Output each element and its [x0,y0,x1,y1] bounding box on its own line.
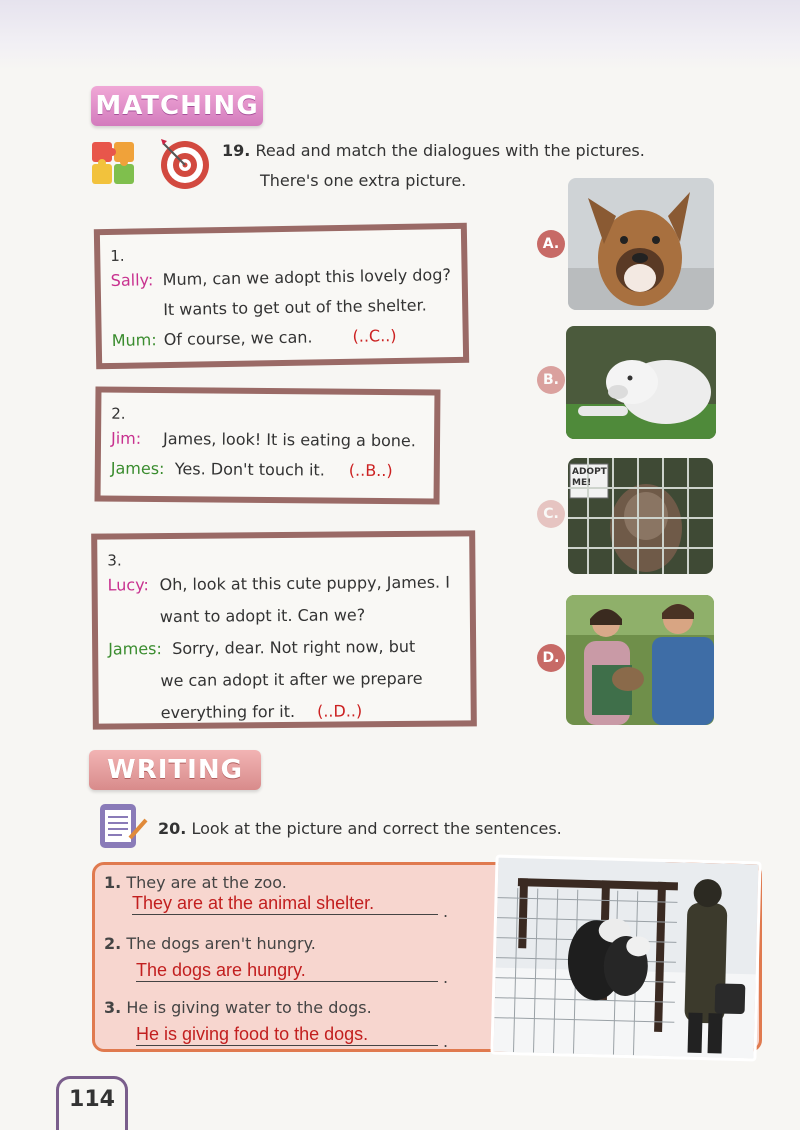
dialogue-box-1 [94,223,469,369]
answer-mark: (..D..) [316,701,363,721]
matching-instruction-line1 [222,141,645,160]
dialogue-line [111,295,452,321]
shelter-photo [490,855,761,1062]
line-end-dot: . [443,968,449,987]
matching-instruction-line2: There's one extra picture. [260,171,467,190]
speaker-label: James: [108,639,162,659]
writing-answer-3: He is giving food to the dogs. [136,1024,438,1046]
page-number: 114 [56,1076,128,1130]
dialogue-text: Mum, can we adopt this lovely dog? [162,265,452,290]
dialogue-line [111,429,424,452]
dog-happy-photo [568,178,714,310]
dog-bone-photo [566,326,716,439]
adopt-me-sign: ADOPT ME! [572,467,607,488]
dialogue-text: we can adopt it after we prepare [160,668,423,691]
dialogue-line [108,668,460,691]
dialogue-text: Yes. Don't touch it. [174,459,325,480]
writing-answer-2: The dogs are hungry. [136,960,438,982]
dialogue-text: everything for it. [160,701,296,723]
dialogue-line [109,700,461,723]
line-end-dot: . [443,1032,449,1051]
answer-mark: (..C..) [352,326,397,346]
dialogue-line [108,604,460,627]
line-end-dot: . [443,902,449,921]
picture-label-d: D. [537,644,565,672]
matching-instruction-text: Read and match the dialogues with the pictures. [255,141,645,160]
dialogue-box-2 [95,386,441,504]
dialogue-number: 1. [110,246,125,265]
dialogue-line [108,636,460,659]
dialogue-text: It wants to get out of the shelter. [163,295,427,320]
writing-item-number: 2. [104,934,122,953]
speaker-label [108,671,160,691]
speaker-label: Mum: [111,330,157,350]
dialogue-text: Sorry, dear. Not right now, but [172,636,416,658]
speaker-label: Jim: [110,428,142,448]
dialogue-text: James, look! It is eating a bone. [162,429,416,451]
writing-instruction-text: Look at the picture and correct the sentences. [191,819,562,838]
writing-item-prompt: The dogs aren't hungry. [126,934,316,953]
writing-item-1 [104,873,287,892]
dialogue-line [112,325,453,351]
dialogue-text: Oh, look at this cute puppy, James. I [159,572,450,595]
dialogue-line [108,572,460,595]
top-band [0,0,800,70]
dialogue-text: Of course, we can. [163,327,313,350]
speaker-label: Sally: [110,270,154,290]
picture-label-b: B. [537,366,565,394]
writing-answer-1: They are at the animal shelter. [132,893,438,915]
dialogue-text: want to adopt it. Can we? [159,605,366,627]
speaker-label [109,703,161,723]
dialogue-number: 3. [107,551,122,570]
writing-instruction-number: 20. [158,819,187,838]
dialogue-number: 2. [111,404,126,423]
dialogue-box-3 [91,530,477,729]
notepad-icon [96,800,148,852]
puzzle-icon [90,138,138,186]
speaker-label [111,300,163,321]
matching-instruction-number: 19. [222,141,251,160]
dialogue-line [111,265,452,291]
speaker-label: Lucy: [107,575,149,595]
speaker-label: James: [110,458,165,479]
couple-puppy-photo [566,595,714,725]
target-icon [155,135,211,191]
writing-item-number: 3. [104,998,122,1017]
picture-label-c: C. [537,500,565,528]
writing-item-prompt: They are at the zoo. [126,873,287,892]
writing-section-badge: WRITING [89,750,261,790]
writing-item-prompt: He is giving water to the dogs. [126,998,372,1017]
writing-item-3 [104,998,372,1017]
dialogue-line [111,459,424,482]
writing-item-number: 1. [104,873,122,892]
matching-section-badge: MATCHING [91,86,263,126]
speaker-label [108,607,160,627]
writing-item-2 [104,934,316,953]
writing-instruction [158,819,562,838]
picture-label-a: A. [537,230,565,258]
answer-mark: (..B..) [348,460,393,481]
